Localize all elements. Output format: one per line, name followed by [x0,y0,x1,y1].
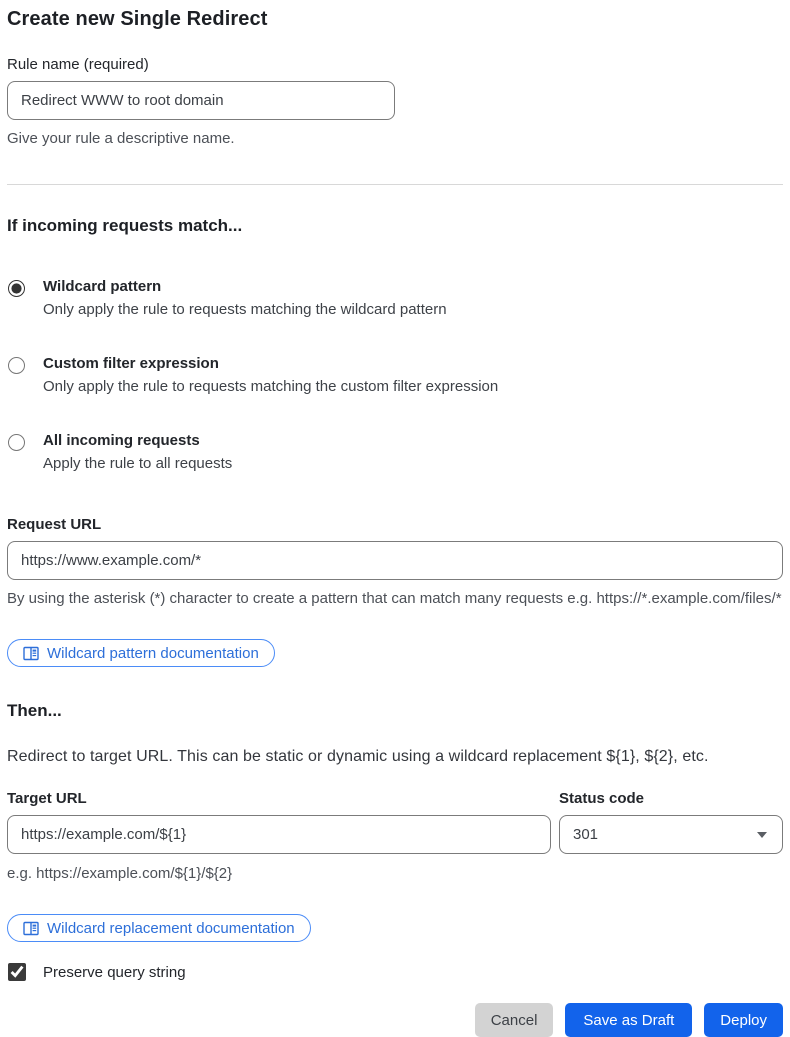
preserve-query-row[interactable] [7,963,783,981]
radio-option-wildcard-pattern[interactable] [7,278,783,318]
wildcard-pattern-label[interactable]: Wildcard pattern [43,278,162,295]
target-url-status-row [7,790,783,854]
save-as-draft-button[interactable]: Save as Draft [565,1003,692,1037]
radio-option-texts [43,432,232,472]
then-section-heading: Then... [7,701,62,720]
book-icon [23,646,39,661]
cancel-button[interactable]: Cancel [475,1003,554,1037]
radio-option-texts [43,355,498,395]
doc-button-label: Wildcard replacement documentation [47,919,295,937]
section-divider [7,184,783,185]
custom-filter-description: Only apply the rule to requests matching the custom filter expression [43,378,499,395]
preserve-query-checkbox[interactable] [8,963,26,981]
target-url-input[interactable] [7,815,551,854]
target-url-label: Target URL [7,790,87,807]
wildcard-pattern-docs-button[interactable] [7,639,275,667]
match-type-radio-group [7,278,783,472]
all-requests-description: Apply the rule to all requests [43,455,233,472]
custom-filter-radio[interactable] [8,357,25,374]
rule-name-helper: Give your rule a descriptive name. [7,130,235,147]
target-url-field [7,790,551,854]
status-code-field [559,790,783,854]
book-icon [23,921,39,936]
request-url-helper: By using the asterisk (*) character to create a pattern that can match many requests e.g. https://*.example.com/files/* [7,590,782,607]
page-title: Create new Single Redirect [7,8,268,30]
status-code-value: 301 [573,826,599,843]
preserve-query-label[interactable]: Preserve query string [43,963,186,981]
deploy-button[interactable]: Deploy [704,1003,783,1037]
request-url-label: Request URL [7,516,102,533]
match-section-heading: If incoming requests match... [7,216,243,235]
status-code-label: Status code [559,790,645,807]
footer-actions [7,1003,783,1037]
wildcard-pattern-radio[interactable] [8,280,25,297]
custom-filter-label[interactable]: Custom filter expression [43,355,219,372]
radio-option-texts [43,278,447,318]
target-url-helper: e.g. https://example.com/${1}/${2} [7,865,233,882]
doc-button-label: Wildcard pattern documentation [47,644,259,662]
wildcard-replacement-docs-button[interactable] [7,914,311,942]
radio-option-all-requests[interactable] [7,432,783,472]
request-url-input[interactable] [7,541,783,580]
all-requests-label[interactable]: All incoming requests [43,432,200,449]
rule-name-label: Rule name (required) [7,56,149,73]
chevron-down-icon [757,832,767,838]
then-section-description: Redirect to target URL. This can be static or dynamic using a wildcard replacement ${1}, ${2}, etc. [7,748,709,765]
radio-option-custom-filter[interactable] [7,355,783,395]
all-requests-radio[interactable] [8,434,25,451]
status-code-select[interactable] [559,815,783,854]
rule-name-input[interactable] [7,81,395,120]
wildcard-pattern-description: Only apply the rule to requests matching the wildcard pattern [43,301,447,318]
